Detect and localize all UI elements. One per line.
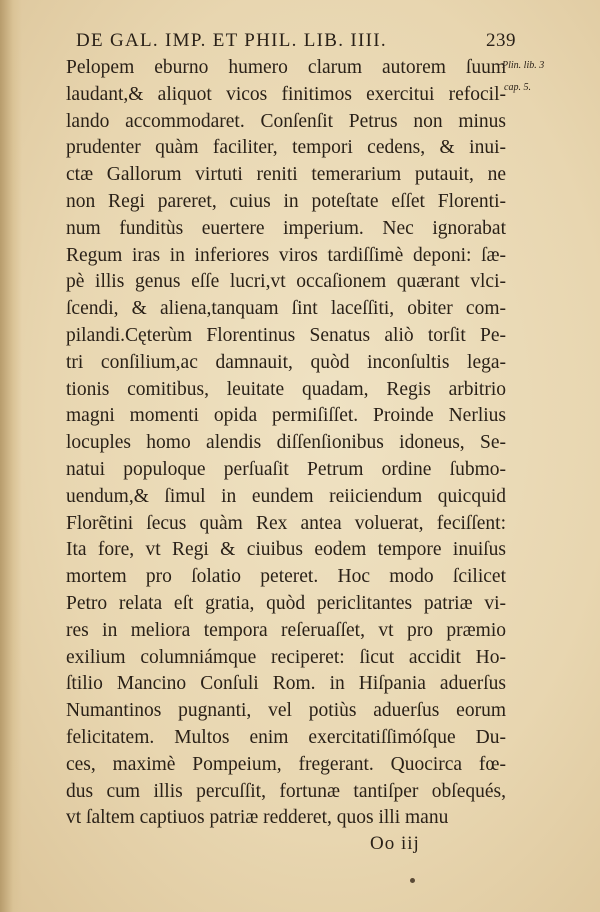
body-text bbox=[66, 55, 506, 832]
text-line: exilium columniámque reciperet: ſicut accidit Ho- bbox=[66, 646, 506, 668]
text-line: felicitatem. Multos enim exercitatiſſimóſque Du- bbox=[66, 726, 506, 748]
running-title: DE GAL. IMP. ET PHIL. LIB. IIII. bbox=[76, 30, 387, 51]
text-line: ſcendi, & aliena,tanquam ſint laceſſiti, obiter com- bbox=[66, 298, 506, 320]
text-line: Pelopem eburno humero clarum autorem ſuum bbox=[66, 57, 506, 78]
text-line: lando accommodaret. Conſenſit Petrus non minus bbox=[66, 110, 506, 132]
text-line: Regum iras in inferiores viros tardiſſimè deponi: ſæ- bbox=[66, 244, 506, 266]
text-line: Florẽtini ſecus quàm Rex antea voluerat, feciſſent: bbox=[66, 512, 506, 534]
text-line: laudant,& aliquot vicos finitimos exercitui refocil- bbox=[66, 83, 506, 105]
running-header bbox=[76, 30, 516, 52]
text-line: ſtilio Mancino Conſuli Rom. in Hiſpania aduerſus bbox=[66, 673, 506, 695]
text-line: tionis comitibus, leuitate quadam, Regis arbitrio bbox=[66, 378, 506, 400]
text-line: magni momenti opida permiſiſſet. Proinde Nerlius bbox=[66, 405, 506, 427]
text-line: mortem pro ſolatio peteret. Hoc modo ſcilicet bbox=[66, 566, 506, 588]
text-line: pilandi.Cęterùm Florentinus Senatus aliò torſit Pe- bbox=[66, 324, 506, 346]
text-line: natui populoque perſuaſit Petrum ordine ſubmo- bbox=[66, 458, 506, 480]
text-line: Numantinos pugnanti, vel potiùs aduerſus eorum bbox=[66, 700, 506, 722]
text-line: uendum,& ſimul in eundem reiiciendum quicquid bbox=[66, 485, 506, 507]
folio-number: 239 bbox=[486, 30, 516, 51]
paper-speck bbox=[410, 878, 415, 883]
text-line: ctæ Gallorum virtuti reniti temerarium putauit, ne bbox=[66, 164, 506, 186]
page-gutter-shadow bbox=[0, 0, 22, 912]
text-line: vt ſaltem captiuos patriæ redderet, quos illi manu bbox=[66, 807, 449, 829]
marginal-note-chapter: cap. 5. bbox=[504, 82, 531, 93]
text-line: prudenter quàm faciliter, tempori cedens, & inui- bbox=[66, 137, 506, 159]
text-line: Ita fore, vt Regi & ciuibus eodem tempore inuiſus bbox=[66, 539, 506, 561]
signature-mark: Oo iij bbox=[370, 833, 420, 854]
text-line: pè illis genus eſſe lucri,vt occaſionem quærant vlci- bbox=[66, 271, 506, 293]
text-line: tri conſilium,ac damnauit, quòd inconſultis lega- bbox=[66, 351, 506, 373]
text-line: dus cum illis percuſſit, fortunæ tantiſper obſequés, bbox=[66, 780, 506, 802]
text-line: non Regi pareret, cuius in poteſtate eſſet Florenti- bbox=[66, 190, 506, 212]
marginal-note-source: Plin. lib. 3 bbox=[502, 60, 545, 71]
text-line: locuples homo alendis diſſenſionibus idoneus, Se- bbox=[66, 432, 506, 454]
text-line: ces, maximè Pompeium, fregerant. Quocirca fœ- bbox=[66, 753, 506, 775]
text-line: res in meliora tempora reſeruaſſet, vt pro præmio bbox=[66, 619, 506, 641]
text-line: num funditùs euertere imperium. Nec ignorabat bbox=[66, 217, 506, 239]
text-line: Petro relata eſt gratia, quòd periclitantes patriæ vi- bbox=[66, 592, 506, 614]
